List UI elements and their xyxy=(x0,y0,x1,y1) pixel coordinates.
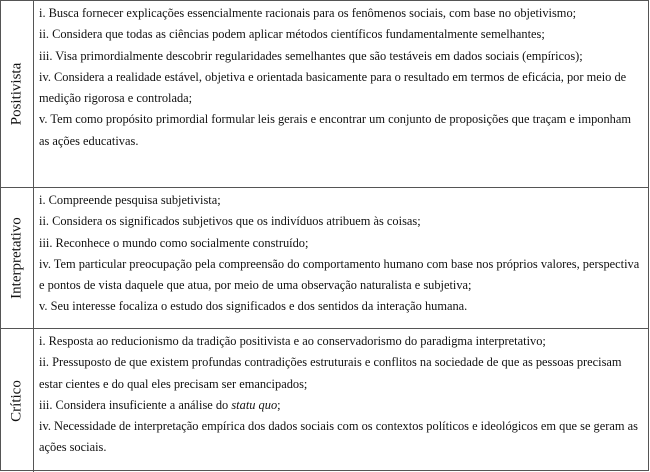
list-item: i. Compreende pesquisa subjetivista; xyxy=(39,193,221,207)
list-item: ii. Considera que todas as ciências podem aplicar métodos científicos fundamentalmente semelhantes; xyxy=(39,27,545,42)
list-item: iv. Necessidade de interpretação empírica dos dados sociais com os contextos políticos e ideológicos em que se geram as ações sociais. xyxy=(39,419,638,455)
row-label: Crítico xyxy=(8,379,25,422)
list-item xyxy=(39,395,643,416)
row-positivista xyxy=(1,1,648,187)
list-item: iv. Considera a realidade estável, objetiva e orientada basicamente para o resultado em termos de eficácia, por meio de medição rigorosa e controlada; xyxy=(39,69,627,106)
row-label: Interpretativo xyxy=(8,217,25,299)
row-label: Positivista xyxy=(8,62,25,126)
item-text: iii. Considera insuficiente a análise do xyxy=(39,397,232,412)
row-interpretativo xyxy=(1,187,648,328)
row-label-cell xyxy=(1,188,34,328)
row-content xyxy=(34,329,648,472)
list-item: v. Tem como propósito primordial formular leis gerais e encontrar um conjunto de proposições que traçam e imponham as ações educativas. xyxy=(39,112,631,148)
list-item: ii. Considera os significados subjetivos que os indivíduos atribuem às coisas; xyxy=(39,214,421,229)
italic-term: statu quo xyxy=(231,397,278,412)
list-item: i. Resposta ao reducionismo da tradição positivista e ao conservadorismo do paradigma interpretativo; xyxy=(39,334,546,348)
list-item: i. Busca fornecer explicações essencialmente racionais para os fenômenos sociais, com base no objetivismo; xyxy=(39,6,577,20)
list-item: iii. Visa primordialmente descobrir regularidades semelhantes que são testáveis em dados sociais (empíricos); xyxy=(39,48,583,63)
list-item: v. Seu interesse focaliza o estudo dos significados e dos sentidos da interação humana. xyxy=(39,299,468,314)
list-item: ii. Pressuposto de que existem profundas contradições estruturais e conflitos na sociedade de que as pessoas precisam estar cientes e do qual eles precisam ser emancipados; xyxy=(39,355,622,391)
item-text: ; xyxy=(277,397,281,412)
row-label-cell xyxy=(1,1,34,187)
row-label-cell xyxy=(1,329,34,472)
list-item: iii. Reconhece o mundo como socialmente construído; xyxy=(39,235,309,250)
row-content xyxy=(34,1,648,187)
list-item: iv. Tem particular preocupação pela compreensão do comportamento humano com base nos próprios valores, perspectiva e pontos de vista daquele que atua, por meio de uma observação naturalista e subjetiva; xyxy=(39,256,640,293)
row-critico xyxy=(1,328,648,472)
row-content xyxy=(34,188,648,328)
